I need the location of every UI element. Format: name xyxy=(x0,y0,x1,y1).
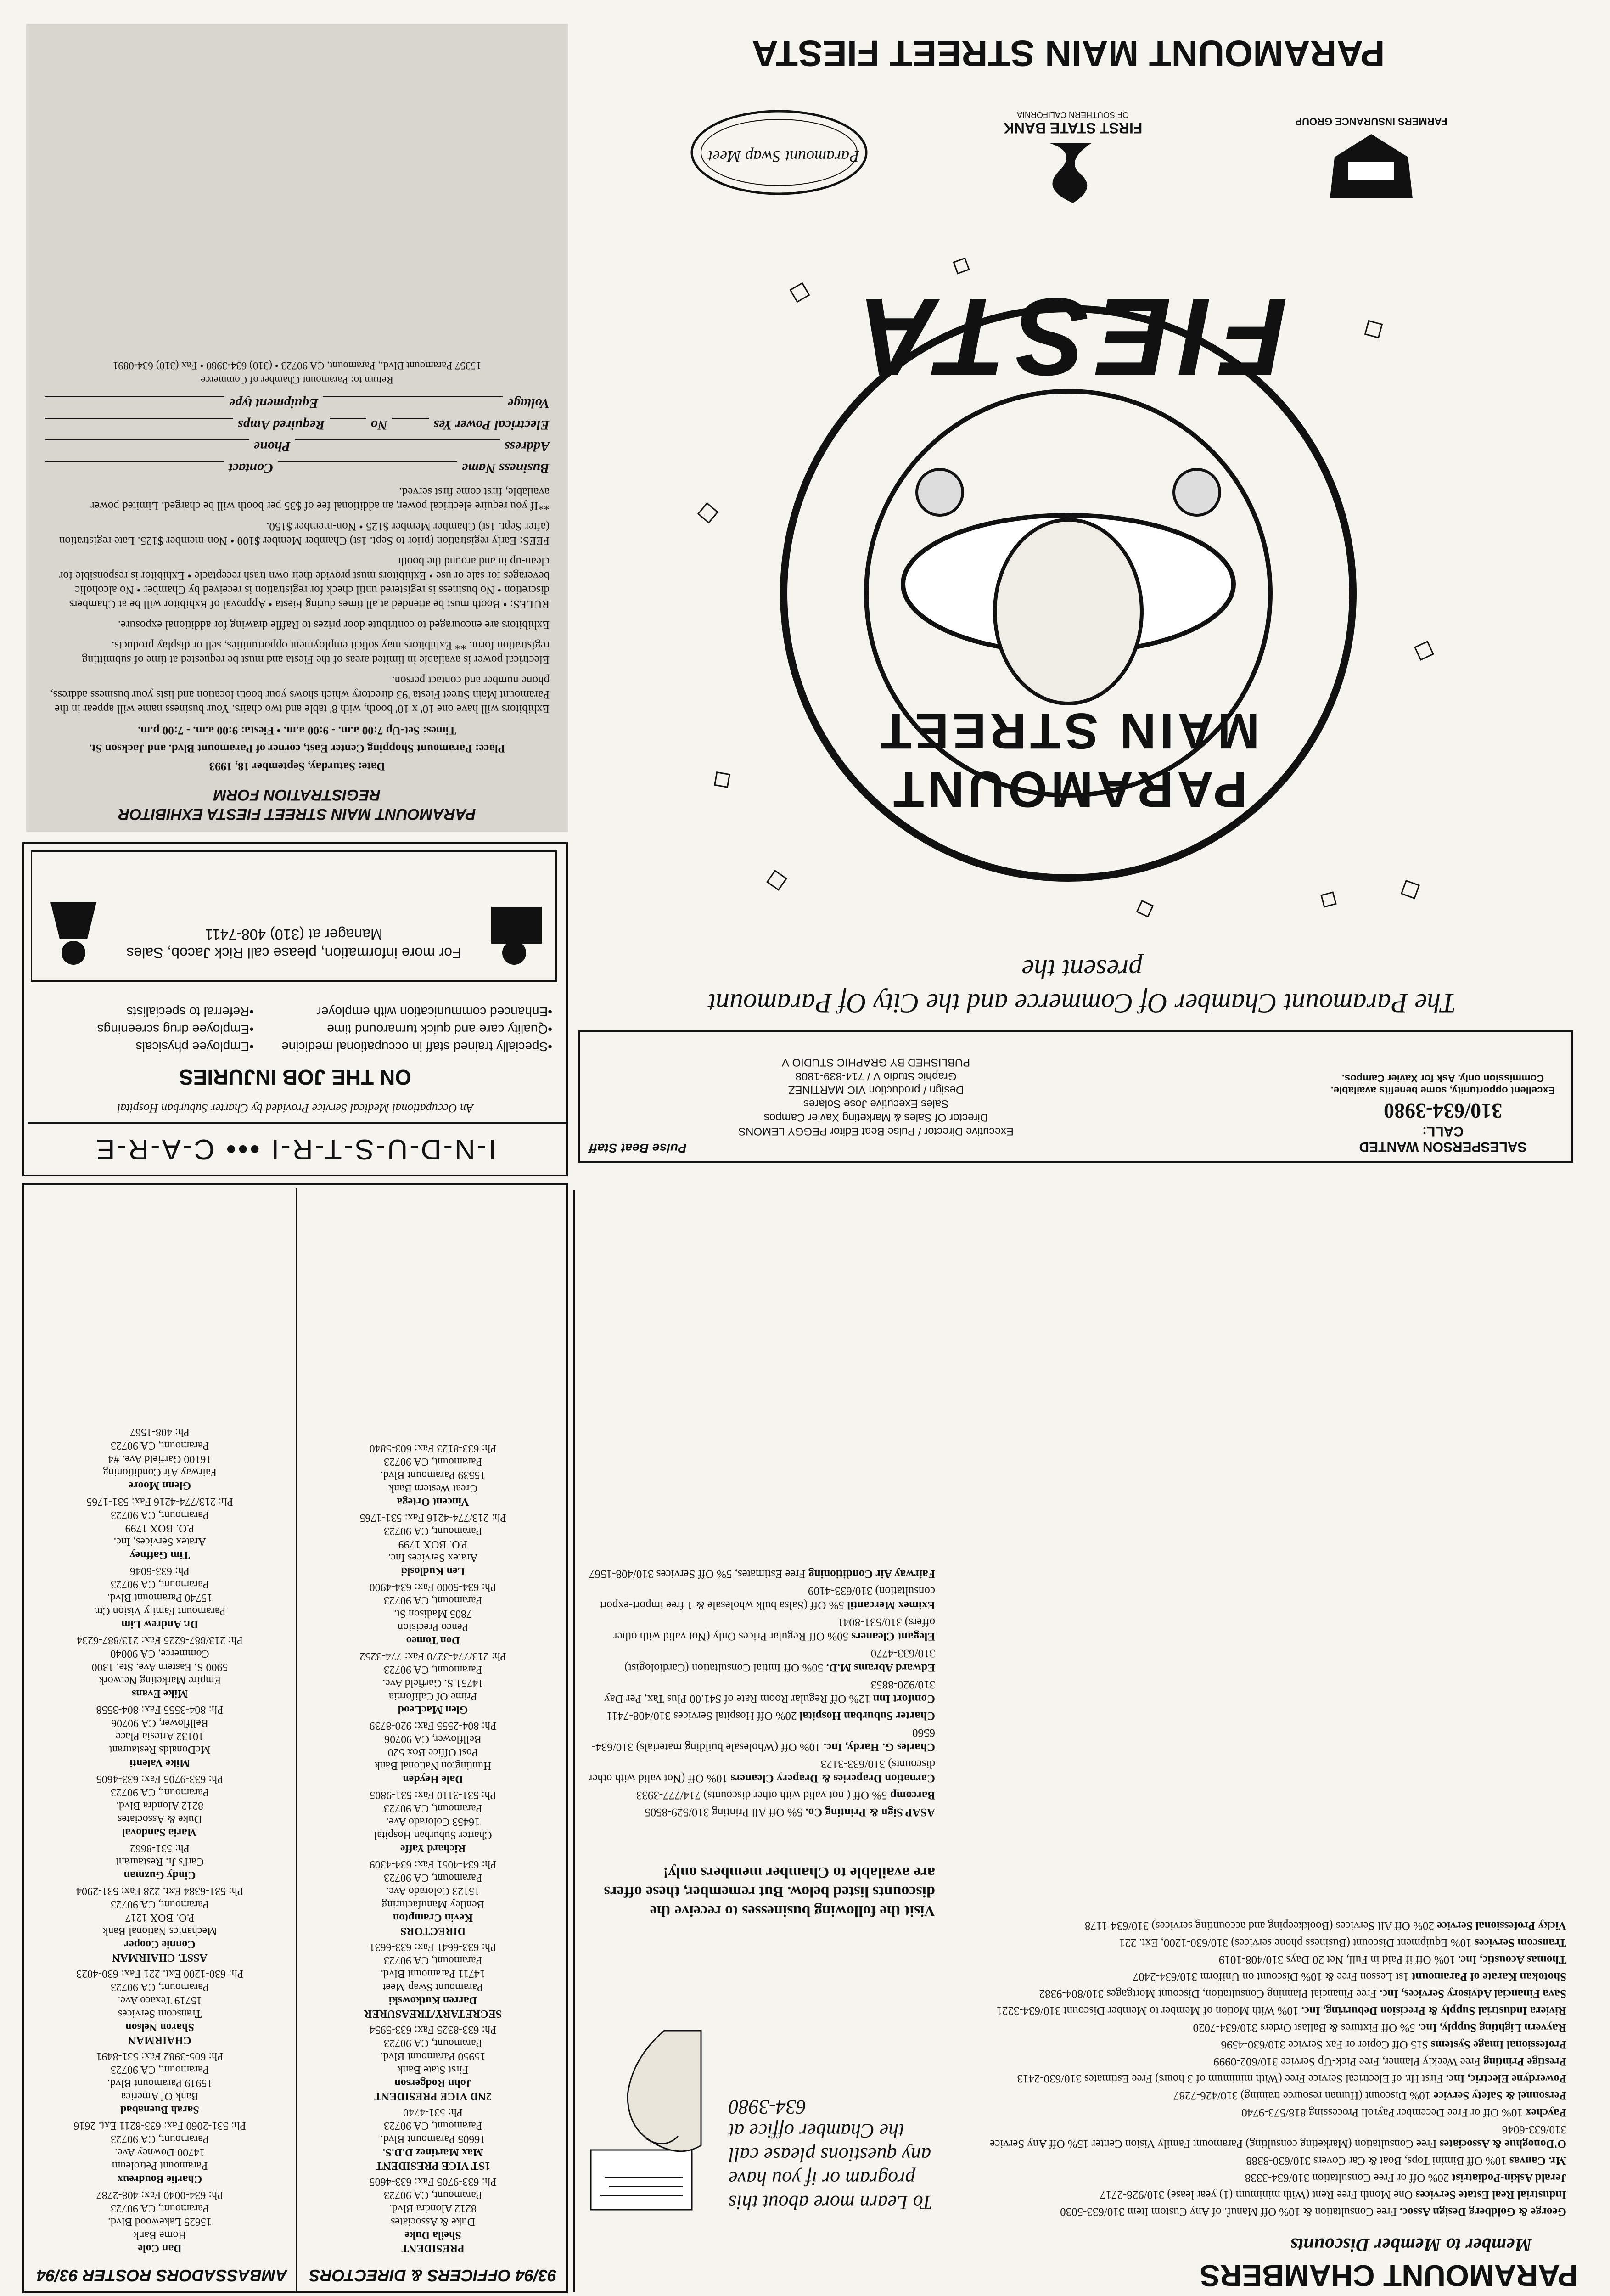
voltage-line[interactable] xyxy=(323,396,503,410)
sponsor-bank xyxy=(958,110,1188,208)
doctor-illustration-icon xyxy=(477,898,551,971)
listing: Shotokan Karate of Paramount 1st Lesson Free & 10% Discount on Uniform 310/634-2407 xyxy=(1133,1970,1566,1983)
listing: Mr. Canvas 10% Off Bimini Tops, Boat & Car Covers 310/630-8388 xyxy=(1246,2155,1566,2167)
farmers-shield-icon xyxy=(1321,129,1422,208)
chambers-subtitle: Member to Member Discounts xyxy=(1290,2234,1532,2255)
listing: Charter Suburban Hospital 20% Off Hospital Services 310/408-7411 xyxy=(606,1710,935,1722)
industri-subtitle: An Occupational Medical Service Provided by Charter Suburban Hospital xyxy=(117,1102,474,1115)
power-label: Electrical Power Yes xyxy=(433,417,550,433)
address-field[interactable] xyxy=(45,439,550,454)
officer-entry: Dale Heyden Huntington National Bank Post Office Box 520 Bellflower, CA 90706 Ph: 804-2555 Fax: 920-8739 xyxy=(369,1720,497,1785)
industri-contact: For more information, please call Rick Jacob, Sales Manager at (310) 408-7411 xyxy=(126,926,461,961)
officer-entry: DIRECTORS Kevin Crampton Bentley Manufacturing 15123 Colorado Ave. Paramount, CA 90723 Ph: 634-4051 Fax: 634-4309 xyxy=(369,1858,497,1937)
ambassador-entry: Dr. Andrew Lim Paramount Family Vision Ctr. 15740 Paramount Blvd. Paramount, CA 90723 Ph: 633-6046 xyxy=(94,1565,226,1630)
staff-box xyxy=(578,1030,1573,1163)
column-divider xyxy=(573,1190,575,2292)
form-rules: RULES: • Booth must be attended at all times during Fiesta • Approval of Exhibitor will be at Chambers discretion • No business is registered until check for registration is received by Chamber • No alcoholic beverages for sale or use • Exhibitors must provide their own trash receptacle • Exhibitor is responsible for clean-up in and around the booth xyxy=(59,555,550,610)
officer-entry: Len Kudloski Aratex Services Inc. P.O. BOX 1799 Paramount, CA 90723 Ph: 213/774-4216 Fax: 531-1765 xyxy=(359,1512,506,1577)
contact-label: Contact xyxy=(229,461,273,476)
form-paragraph: Exhibitors are encouraged to contribute door prizes to Raffle drawing for additional exposure. xyxy=(118,619,550,631)
listing: Barcomp 5% Off ( not valid with other discounts) 714/777-3933 xyxy=(636,1789,935,1801)
business-name-field[interactable] xyxy=(45,461,550,475)
industri-care-ad xyxy=(22,842,568,1176)
power-no-label: No xyxy=(370,417,388,433)
listing: Professional Image Systems $15 Off Copier or Fax Service 310/630-4596 xyxy=(1221,2038,1566,2051)
voltage-field[interactable] xyxy=(45,396,550,411)
form-paragraph: Electrical power is available in limited areas of the Fiesta and must be requested at time of submitting registration form. ** Exhibitors may solicit employment opportunities, sell or display products. xyxy=(82,639,550,666)
ambassador-entry: CHAIRMAN Sharon Nelson Transcom Services 15719 Texaco Ave. Paramount, CA 90723 Ph: 630-1200 Ext. 221 Fax: 630-4023 xyxy=(76,1968,243,2046)
listing: Elegant Cleaners 50% Off Regular Prices Only (Not valid with other offers) 310/531-8041 xyxy=(613,1616,935,1643)
salesperson-title: SALESPERSON WANTED xyxy=(1359,1139,1527,1154)
sponsor-swap xyxy=(683,104,875,198)
ambassador-entry: Mike Evans Empire Marketing Network 5900 S. Eastern Ave. Ste. 1300 Commerce, CA 90040 Ph: 213/887-6225 Fax: 213/887-6234 xyxy=(77,1634,243,1699)
listing: Fairway Air Conditioning Free Estimates, 5% Off Services 310/408-1567 xyxy=(589,1568,935,1580)
listing: Transcom Services 10% Equipment Discount (Business phone services) 310/630-1200, Ext. 221 xyxy=(1119,1936,1566,1949)
listing: ASAP Sign & Printing Co. 5% Off All Printing 310/529-8505 xyxy=(645,1806,935,1818)
listing: Paychex 10% Off or Free December Payroll Processing 818/573-9740 xyxy=(1241,2106,1566,2119)
ambassador-entry: Glenn Moore Fairway Air Conditioning 16100 Garfield Ave. #4 Paramount, CA 90723 Ph: 408-1567 xyxy=(103,1426,217,1491)
registration-form xyxy=(26,24,568,832)
equipment-line[interactable] xyxy=(45,396,224,410)
industri-rule xyxy=(28,1122,566,1124)
worker-illustration-icon xyxy=(37,898,110,971)
bullet: •Referral to specialists xyxy=(126,1005,254,1019)
ambassador-entry: Mike Valenti McDonalds Restaurant 10132 Artesia Place Bellflower, CA 90706 Ph: 804-3555 Fax: 804-3558 xyxy=(96,1704,224,1769)
staff-title: Pulse Beat Staff xyxy=(589,1141,687,1155)
salesperson-call: CALL: xyxy=(1422,1124,1464,1139)
hand-holding-card-icon xyxy=(582,2021,719,2214)
address-line[interactable] xyxy=(295,439,500,453)
learn-box xyxy=(582,1930,940,2223)
listing: Edward Abrams M.D. 50% Off Initial Consultation (Cardiologist) 310/633-4770 xyxy=(624,1647,935,1674)
form-power-note: **If you require electrical power, an additional fee of $35 per booth will be charged. Limited power available, first come first served. xyxy=(90,485,550,512)
industri-bullets-left xyxy=(268,1003,552,1055)
ambassador-entry: Maria Sandoval Duke & Associates 8212 Alondra Blvd. Paramount, CA 90723 Ph: 633-9705 Fax: 633-4605 xyxy=(96,1773,224,1838)
salesperson-phone: 310/634-3980 xyxy=(1383,1099,1503,1123)
visit-box: Visit the following businesses to receive the discounts listed below. But remember, these offers are available to Chamber members only! xyxy=(604,1864,935,1919)
listing: Jerald Askin-Podiatrist 20% Off or Free Consultation 310/634-3338 xyxy=(1245,2172,1566,2184)
industri-heading: ON THE JOB INJURIES xyxy=(179,1065,412,1089)
address-label: Address xyxy=(504,439,550,454)
staff-line: Graphic Studio V / 714-839-1808 xyxy=(795,1070,957,1082)
staff-line: Director Of Sales & Marketing Xavier Campos xyxy=(763,1111,988,1124)
staff-line: PUBLISHED BY GRAPHIC STUDIO V xyxy=(781,1056,970,1069)
staff-line: Executive Director / Pulse Beat Editor PEGGY LEMONS xyxy=(738,1125,1014,1137)
bullet: •Specially trained staff in occupational medicine xyxy=(281,1040,552,1054)
fiesta-word: FIESTA xyxy=(849,276,1288,399)
chambers-listings-2 xyxy=(586,1564,935,1819)
staff-line: Design / production VIC MARTINEZ xyxy=(788,1084,964,1096)
officer-entry: Don Tomeo Penco Precision 7805 Madison St. Paramount, CA 90723 Ph: 634-5000 Fax: 634-4900 xyxy=(369,1581,497,1646)
form-title-2: REGISTRATION FORM xyxy=(213,786,381,804)
listing: Eximex Mercantil 5% Off (Salsa bulk wholesale & 1 free import-export consultation) 310/633-4109 xyxy=(600,1585,935,1611)
fiesta-ring-text: PARAMOUNT MAIN STREET xyxy=(877,703,1260,817)
phone-line[interactable] xyxy=(45,439,249,453)
listing: Charles G. Hardy, Inc. 10% Off (Wholesale building materials) 310/634-6560 xyxy=(591,1727,935,1753)
officer-entry: SECRETARY/TREASURER Darren Kutkowski Paramount Swap Meet 14711 Paramount Blvd. Paramount, CA 90723 Ph: 633-6641 Fax: 633-6631 xyxy=(364,1941,502,2020)
sponsors-row xyxy=(664,70,1472,208)
listing: Sava Financial Advisory Services, Inc. Free Financial Planning Consultation, Discount Mortgages 310/804-9382 xyxy=(1039,1987,1566,2000)
staff-line: Sales Executive Jose Solares xyxy=(803,1097,949,1110)
officer-entry: 1ST VICE PRESIDENT Max Martinez D.D.S. 16605 Paramount Blvd. Paramount, CA 90723 Ph: 531-4740 xyxy=(376,2106,490,2172)
officer-entry: Glen MacLeod Prime Of California 14751 S. Garfield Ave. Paramount, CA 90723 Ph: 213/774-3270 Fax: 774-3252 xyxy=(359,1650,506,1716)
sponsor-farmers xyxy=(1284,115,1459,208)
officer-entry: Richard Yaffe Charter Suburban Hospital 16453 Colorado Ave. Paramount, CA 90723 Ph: 531-3110 Fax: 531-9805 xyxy=(370,1789,496,1854)
officer-entry: 2ND VICE PRESIDENT John Rodgerson First State Bank 15950 Paramount Blvd. Paramount, CA 90723 Ph: 633-8325 Fax: 633-5954 xyxy=(369,2024,497,2102)
listing: George & Goldberg Design Assoc. Free Consultation & 10% Off Manuf. of Any Custom Item 310/633-5030 xyxy=(1060,2206,1566,2218)
listing: Carnation Draperies & Drapery Cleaners 10% Off (Not valid with other discounts) 310/633-3123 xyxy=(589,1758,935,1784)
officers-box xyxy=(22,1183,568,2293)
fiesta-presenter: The Paramount Chamber Of Commerce and the City Of Paramount present the xyxy=(708,954,1456,1019)
amps-label: Required Amps xyxy=(237,417,325,433)
sponsor-bank-sub: OF SOUTHERN CALIFORNIA xyxy=(1016,110,1129,119)
staff-lines xyxy=(589,1055,1163,1138)
form-return: Return to: Paramount Chamber of Commerce xyxy=(201,374,393,386)
industri-contact-box xyxy=(31,850,557,982)
ambassador-entry: Tim Gaffney Aratex Services, Inc. P.O. BOX 1799 Paramount, CA 90723 Ph: 213/774-4216 Fax: 531-1765 xyxy=(86,1496,233,1561)
form-return-address: 15357 Paramount Blvd., Paramount, CA 90723 • (310) 634-3980 • Fax (310) 634-0891 xyxy=(112,360,482,371)
bullet: •Quality care and quick turnaround time xyxy=(327,1022,552,1036)
fiesta-banner: PARAMOUNT MAIN STREET FIESTA xyxy=(752,33,1385,74)
chambers-listings-1 xyxy=(965,1916,1566,2219)
bullet: •Employee physicals xyxy=(135,1040,254,1054)
form-date: Date: Saturday, September 18, 1993 xyxy=(209,760,385,772)
listing: Rayvern Lighting Supply, Inc. 5% Off Fixtures & Ballast Orders 310/634-7020 xyxy=(1193,2021,1566,2034)
form-fees: FEES: Early registration (prior to Sept. 1st) Chamber Member $100 • Non-member $125. Late registration (after Sept. 1st) Chamber Member $125 • Non-member $150. xyxy=(59,520,550,547)
power-yes-line[interactable] xyxy=(392,418,429,432)
listing: Personnel & Safety Service 10% Discount (Human resource training) 310/426-7287 xyxy=(1173,2089,1566,2102)
chambers-title: PARAMOUNT CHAMBERS xyxy=(1200,2259,1578,2293)
industri-bullets-right xyxy=(34,1003,254,1055)
form-title-1: PARAMOUNT MAIN STREET FIESTA EXHIBITOR xyxy=(118,805,476,823)
ambassadors-title: AMBASSADORS ROSTER 93/94 xyxy=(36,2266,288,2285)
phone-label: Phone xyxy=(253,439,291,454)
voltage-label: Voltage xyxy=(507,396,550,411)
sponsor-bank-text: FIRST STATE BANK xyxy=(1003,120,1143,136)
officer-entry: PRESIDENT Sheila Duke Duke & Associates 8212 Alondra Blvd. Paramount, CA 90723 Ph: 633-9705 Fax: 633-4605 xyxy=(369,2176,497,2254)
officers-rule xyxy=(296,1188,297,2291)
form-body xyxy=(45,359,550,777)
contact-line[interactable] xyxy=(45,461,224,475)
business-name-label: Business Name xyxy=(462,461,550,476)
bullet: •Employee drug screenings xyxy=(97,1022,254,1036)
officers-list xyxy=(309,1439,557,2255)
listing: Industrial Real Estate Services One Month Free Rent (With minimum (1) year lease) 310/928-2717 xyxy=(1100,2189,1566,2201)
business-name-line[interactable] xyxy=(278,461,457,475)
listing: Thomas Acoustic, Inc. 10% Off if Paid in Full, Net 20 Days 310/408-1019 xyxy=(1218,1953,1566,1966)
equipment-label: Equipment type xyxy=(229,396,319,411)
officer-entry: Vincent Ortega Great Western Bank 15539 Paramount Blvd. Paramount, CA 90723 Ph: 633-8123 Fax: 603-5840 xyxy=(369,1442,497,1508)
sponsor-swap-text: Paramount Swap Meet xyxy=(708,147,859,166)
ambassadors-list xyxy=(34,1423,286,2255)
ambassador-entry: Charlie Boudreux Paramount Petroleum 14700 Downey Ave. Paramount, CA 90723 Ph: 531-2060 Fax: 633-8211 Ext. 2616 xyxy=(73,2120,246,2185)
listing: Comfort Inn 12% Off Regular Room Rate of $41.00 Plus Tax, Per Day 310/920-8853 xyxy=(604,1678,935,1705)
officers-title: 93/94 OFFICERS & DIRECTORS xyxy=(309,2266,557,2285)
listing: O'Donoghue & Associates Free Consultation (Marketing consulting) Paramount Family Vision Center 15% Off Any Service 310/633-6046 xyxy=(990,2123,1566,2150)
ambassador-entry: ASST. CHAIRMAN Connie Cooper Mechanics National Bank P.O. BOX 1217 Paramount, CA 90723 Ph: 531-6384 Ext. 228 Fax: 531-2904 xyxy=(76,1885,243,1964)
first-state-bank-logo-icon xyxy=(1036,139,1110,208)
listing: Riviera Industrial Supply & Precision Deburring, Inc. 10% With Motion of Member to Member Discount 310/634-3221 xyxy=(996,2004,1566,2017)
bullet: •Enhanced communication with employer xyxy=(317,1005,552,1019)
listing: Vicky Professional Service 20% Off All Services (Bookkeeping and accounting services) 310/634-1178 xyxy=(1084,1919,1566,1932)
ambassador-entry: Cindy Guzman Carl's Jr. Restaurant Ph: 531-8662 xyxy=(116,1842,204,1881)
power-field[interactable] xyxy=(45,418,550,432)
power-no-line[interactable] xyxy=(330,418,366,432)
sponsor-farmers-text: FARMERS INSURANCE GROUP xyxy=(1295,116,1447,127)
ambassador-entry: Sarah Buenabad Bank Of America 15919 Paramount Blvd. Paramount, CA 90723 Ph: 605-3982 Fax: 531-8491 xyxy=(96,2050,224,2116)
salesperson-ad xyxy=(1324,1072,1562,1154)
fiesta-logo xyxy=(664,244,1472,933)
form-times: Times: Set-Up 7:00 a.m. - 9:00 a.m. • Fiesta: 9:00 a.m. - 7:00 p.m. xyxy=(138,724,456,737)
salesperson-text: Excellent opportunity, some benefits available. Commission only. Ask for Xavier Campos. xyxy=(1330,1073,1555,1096)
listing: Powerdyne Electric, Inc. First Hr. of Electrical Service Free (With minimum of 3 hours) Free Estimates 310/630-2413 xyxy=(1017,2072,1566,2085)
listing: Prestige Printing Free Weekly Planner, Free Pick-Up Service 310/602-0999 xyxy=(1213,2055,1566,2068)
learn-text: To Learn more about this program or if you have any questions please call the Chamber office at 634-3980 xyxy=(729,2096,933,2214)
form-paragraph: Exhibitors will have one 10' x 10' booth, with 8' table and two chairs. Your business name will appear in the Paramount Main Street Fiesta '93 directory which shows your booth location and lists your business address, phone number and contact person. xyxy=(50,674,550,715)
ambassador-entry: Dan Cole Home Bank 15625 Lakewood Blvd. Paramount, CA 90723 Ph: 634-0040 Fax: 408-2787 xyxy=(96,2189,224,2254)
amps-line[interactable] xyxy=(45,418,233,432)
industri-title: I-N-D-U-S-T-R-I ••• C-A-R-E xyxy=(94,1133,496,1165)
form-place: Place: Paramount Shopping Center East, corner of Paramount Blvd. and Jackson St. xyxy=(89,742,505,754)
